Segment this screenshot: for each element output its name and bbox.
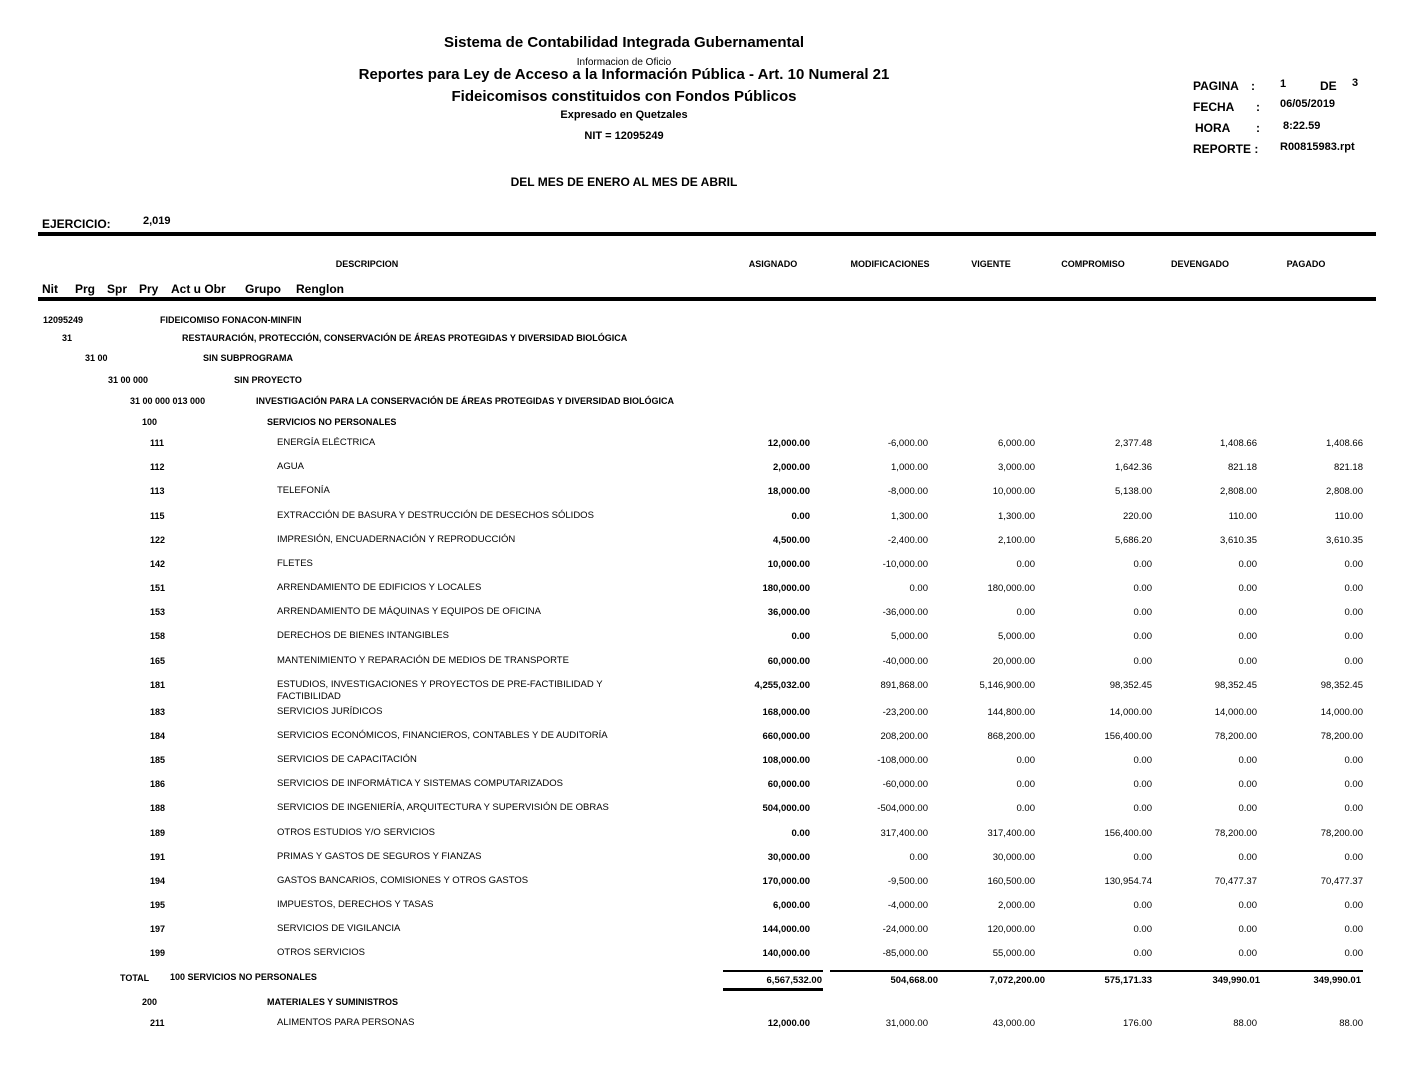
row-pagado: 0.00: [1344, 779, 1363, 790]
hora-value: 8:22.59: [1283, 120, 1321, 132]
row-desc: SERVICIOS DE INFORMÁTICA Y SISTEMAS COMPUTARIZADOS: [277, 778, 563, 789]
row-asignado: 4,255,032.00: [754, 680, 810, 691]
row-devengado: 0.00: [1238, 583, 1257, 594]
total-compromiso: 575,171.33: [1104, 975, 1152, 986]
row-devengado: 98,352.45: [1214, 680, 1257, 691]
row-modificaciones: 1,300.00: [891, 511, 928, 522]
grupo-name: SERVICIOS NO PERSONALES: [267, 417, 397, 427]
row-asignado: 140,000.00: [762, 948, 810, 959]
row-modificaciones: 31,000.00: [885, 1018, 928, 1029]
row-asignado: 36,000.00: [767, 607, 810, 618]
ejercicio-value: 2,019: [143, 215, 171, 227]
row-devengado: 0.00: [1238, 852, 1257, 863]
row-vigente: 5,000.00: [998, 631, 1035, 642]
key-act-obr: Act u Obr: [171, 282, 226, 296]
row-modificaciones: -24,000.00: [882, 924, 928, 935]
row-compromiso: 0.00: [1133, 631, 1152, 642]
row-modificaciones: -10,000.00: [882, 559, 928, 570]
row-devengado: 1,408.66: [1220, 438, 1257, 449]
row-modificaciones: 0.00: [909, 852, 928, 863]
row-asignado: 108,000.00: [762, 755, 810, 766]
row-devengado: 78,200.00: [1214, 731, 1257, 742]
subtitle-small: Informacion de Oficio: [576, 57, 672, 68]
key-grupo: Grupo: [245, 282, 281, 296]
row-desc: SERVICIOS DE VIGILANCIA: [277, 923, 401, 934]
row-compromiso: 130,954.74: [1104, 876, 1152, 887]
row-modificaciones: 891,868.00: [880, 680, 928, 691]
row-asignado: 0.00: [791, 511, 810, 522]
row-desc: ARRENDAMIENTO DE MÁQUINAS Y EQUIPOS DE OFICINA: [277, 606, 541, 617]
row-code: 211: [150, 1018, 165, 1028]
system-title: Sistema de Contabilidad Integrada Gubernamental: [443, 34, 805, 51]
spr-code: 31 00: [85, 353, 108, 363]
row-compromiso: 220.00: [1122, 511, 1152, 522]
row-code: 112: [150, 462, 165, 472]
row-pagado: 88.00: [1339, 1018, 1363, 1029]
row-desc: MANTENIMIENTO Y REPARACIÓN DE MEDIOS DE TRANSPORTE: [277, 655, 569, 666]
row-code: 184: [150, 731, 166, 741]
row-desc: DERECHOS DE BIENES INTANGIBLES: [277, 630, 449, 641]
row-devengado: 2,808.00: [1220, 486, 1257, 497]
row-pagado: 0.00: [1344, 656, 1363, 667]
row-vigente: 10,000.00: [992, 486, 1035, 497]
row-desc: FLETES: [277, 558, 313, 569]
period-label: DEL MES DE ENERO AL MES DE ABRIL: [510, 175, 738, 189]
row-compromiso: 2,377.48: [1115, 438, 1152, 449]
row-asignado: 60,000.00: [767, 656, 810, 667]
row-devengado: 0.00: [1238, 900, 1257, 911]
row-pagado: 0.00: [1344, 559, 1363, 570]
act-name: INVESTIGACIÓN PARA LA CONSERVACIÓN DE ÁREAS PROTEGIDAS Y DIVERSIDAD BIOLÓGICA: [256, 396, 675, 406]
row-vigente: 43,000.00: [992, 1018, 1035, 1029]
row-desc: GASTOS BANCARIOS, COMISIONES Y OTROS GASTOS: [277, 875, 529, 886]
row-vigente: 20,000.00: [992, 656, 1035, 667]
row-pagado: 110.00: [1334, 511, 1363, 522]
row-modificaciones: -6,000.00: [887, 438, 928, 449]
total-pagado: 349,990.01: [1313, 975, 1361, 986]
row-devengado: 78,200.00: [1214, 828, 1257, 839]
row-modificaciones: -60,000.00: [882, 779, 928, 790]
row-code: 188: [150, 803, 166, 813]
row-devengado: 70,477.37: [1214, 876, 1257, 887]
prg-code: 31: [62, 333, 73, 343]
row-compromiso: 0.00: [1133, 583, 1152, 594]
row-pagado: 0.00: [1344, 948, 1363, 959]
row-vigente: 144,800.00: [987, 707, 1035, 718]
row-compromiso: 176.00: [1122, 1018, 1152, 1029]
row-pagado: 0.00: [1344, 924, 1363, 935]
row-modificaciones: 208,200.00: [880, 731, 928, 742]
col-devengado: DEVENGADO: [1170, 259, 1229, 269]
row-modificaciones: -2,400.00: [887, 535, 928, 546]
row-asignado: 504,000.00: [762, 803, 810, 814]
row-code: 199: [150, 948, 166, 958]
grupo-code: 100: [142, 417, 158, 427]
row-desc: AGUA: [277, 461, 304, 472]
row-modificaciones: -36,000.00: [882, 607, 928, 618]
row-vigente: 5,146,900.00: [979, 680, 1035, 691]
row-devengado: 110.00: [1228, 511, 1257, 522]
row-asignado: 30,000.00: [767, 852, 810, 863]
row-devengado: 0.00: [1238, 924, 1257, 935]
row-code: 115: [150, 511, 165, 521]
row-vigente: 120,000.00: [987, 924, 1035, 935]
row-vigente: 6,000.00: [998, 438, 1035, 449]
row-asignado: 2,000.00: [773, 462, 810, 473]
row-pagado: 14,000.00: [1320, 707, 1363, 718]
row-desc: OTROS SERVICIOS: [277, 947, 365, 958]
pagina-colon: :: [1251, 79, 1255, 93]
nit-name: FIDEICOMISO FONACON-MINFIN: [160, 315, 302, 325]
row-desc: OTROS ESTUDIOS Y/O SERVICIOS: [277, 827, 436, 838]
row-desc: SERVICIOS JURÍDICOS: [277, 706, 383, 717]
row-asignado: 0.00: [791, 631, 810, 642]
col-asignado: ASIGNADO: [748, 259, 798, 269]
col-descripcion: DESCRIPCION: [335, 259, 399, 269]
row-devengado: 0.00: [1238, 779, 1257, 790]
nit-label: NIT = 12095249: [584, 130, 664, 142]
row-devengado: 0.00: [1238, 631, 1257, 642]
row-compromiso: 0.00: [1133, 755, 1152, 766]
key-spr: Spr: [107, 282, 128, 296]
row-asignado: 660,000.00: [762, 731, 810, 742]
row-devengado: 0.00: [1238, 607, 1257, 618]
row-vigente: 3,000.00: [998, 462, 1035, 473]
row-pagado: 78,200.00: [1320, 731, 1363, 742]
row-devengado: 0.00: [1238, 559, 1257, 570]
row-pagado: 70,477.37: [1320, 876, 1363, 887]
total-line-asignado: [723, 970, 823, 972]
next-grupo-code: 200: [142, 997, 158, 1007]
row-modificaciones: -8,000.00: [887, 486, 928, 497]
row-modificaciones: -23,200.00: [882, 707, 928, 718]
row-vigente: 868,200.00: [987, 731, 1035, 742]
report-subtitle: Fideicomisos constituidos con Fondos Públicos: [451, 88, 797, 105]
row-asignado: 6,000.00: [773, 900, 810, 911]
row-compromiso: 14,000.00: [1109, 707, 1152, 718]
row-code: 189: [150, 828, 166, 838]
row-code: 194: [150, 876, 166, 886]
row-vigente: 160,500.00: [987, 876, 1035, 887]
total-vigente: 7,072,200.00: [989, 975, 1045, 986]
divider-top: [38, 232, 1376, 236]
row-code: 185: [150, 755, 166, 765]
row-pagado: 0.00: [1344, 852, 1363, 863]
row-modificaciones: -9,500.00: [887, 876, 928, 887]
row-devengado: 3,610.35: [1220, 535, 1257, 546]
row-vigente: 0.00: [1016, 779, 1035, 790]
row-compromiso: 5,138.00: [1115, 486, 1152, 497]
row-compromiso: 0.00: [1133, 852, 1152, 863]
row-code: 165: [150, 656, 166, 666]
key-prg: Prg: [75, 282, 96, 296]
total-line-pagado: [1263, 970, 1363, 972]
row-desc: SERVICIOS DE CAPACITACIÓN: [277, 754, 417, 765]
col-pagado: PAGADO: [1286, 259, 1326, 269]
row-asignado: 12,000.00: [767, 1018, 810, 1029]
row-code: 122: [150, 535, 166, 545]
next-grupo-name: MATERIALES Y SUMINISTROS: [267, 997, 399, 1007]
act-code: 31 00 000 013 000: [130, 396, 206, 406]
row-pagado: 0.00: [1344, 583, 1363, 594]
row-code: 113: [150, 486, 165, 496]
total-line-mid: [830, 970, 1338, 972]
row-pagado: 0.00: [1344, 607, 1363, 618]
row-desc: ENERGÍA ELÉCTRICA: [277, 437, 376, 448]
row-pagado: 0.00: [1344, 900, 1363, 911]
spr-name: SIN SUBPROGRAMA: [203, 353, 294, 363]
row-asignado: 18,000.00: [767, 486, 810, 497]
pry-name: SIN PROYECTO: [234, 375, 302, 385]
de-value: 3: [1352, 77, 1359, 89]
row-desc: ALIMENTOS PARA PERSONAS: [277, 1017, 415, 1028]
divider-header: [38, 297, 1376, 301]
row-compromiso: 156,400.00: [1104, 828, 1152, 839]
row-desc: EXTRACCIÓN DE BASURA Y DESTRUCCIÓN DE DESECHOS SÓLIDOS: [277, 510, 594, 521]
total-line-devengado: [1155, 970, 1255, 972]
row-modificaciones: -85,000.00: [882, 948, 928, 959]
row-modificaciones: 5,000.00: [891, 631, 928, 642]
row-compromiso: 0.00: [1133, 656, 1152, 667]
row-code: 186: [150, 779, 166, 789]
row-modificaciones: 1,000.00: [891, 462, 928, 473]
row-vigente: 55,000.00: [992, 948, 1035, 959]
fecha-value: 06/05/2019: [1280, 98, 1336, 110]
row-devengado: 0.00: [1238, 948, 1257, 959]
hora-label: HORA: [1195, 121, 1231, 135]
pry-code: 31 00 000: [108, 375, 149, 385]
row-asignado: 12,000.00: [767, 438, 810, 449]
currency-note: Expresado en Quetzales: [560, 109, 688, 121]
row-vigente: 0.00: [1016, 803, 1035, 814]
row-desc: IMPUESTOS, DERECHOS Y TASAS: [277, 899, 434, 910]
row-desc: SERVICIOS DE INGENIERÍA, ARQUITECTURA Y SUPERVISIÓN DE OBRAS: [277, 802, 609, 813]
row-devengado: 88.00: [1233, 1018, 1257, 1029]
row-pagado: 0.00: [1344, 631, 1363, 642]
key-pry: Pry: [139, 282, 159, 296]
row-asignado: 168,000.00: [762, 707, 810, 718]
total-modificaciones: 504,668.00: [890, 975, 938, 986]
row-vigente: 0.00: [1016, 755, 1035, 766]
row-asignado: 144,000.00: [762, 924, 810, 935]
row-compromiso: 156,400.00: [1104, 731, 1152, 742]
report-title: Reportes para Ley de Acceso a la Información Pública - Art. 10 Numeral 21: [358, 66, 890, 83]
total-asignado: 6,567,532.00: [766, 975, 822, 986]
row-compromiso: 0.00: [1133, 779, 1152, 790]
reporte-value: R00815983.rpt: [1280, 141, 1355, 153]
total-double-underline: [723, 988, 823, 991]
row-vigente: 180,000.00: [987, 583, 1035, 594]
row-code: 142: [150, 559, 166, 569]
reporte-label: REPORTE :: [1193, 142, 1259, 156]
row-modificaciones: -4,000.00: [887, 900, 928, 911]
key-renglon: Renglon: [296, 282, 344, 296]
row-vigente: 0.00: [1016, 607, 1035, 618]
row-modificaciones: -40,000.00: [882, 656, 928, 667]
row-modificaciones: -504,000.00: [877, 803, 928, 814]
col-vigente: VIGENTE: [971, 259, 1011, 269]
col-compromiso: COMPROMISO: [1061, 259, 1125, 269]
fecha-colon: :: [1256, 100, 1260, 114]
row-pagado: 1,408.66: [1326, 438, 1363, 449]
row-code: 191: [150, 852, 166, 862]
row-devengado: 0.00: [1238, 803, 1257, 814]
row-devengado: 0.00: [1238, 755, 1257, 766]
row-modificaciones: 317,400.00: [880, 828, 928, 839]
row-pagado: 3,610.35: [1326, 535, 1363, 546]
row-devengado: 14,000.00: [1214, 707, 1257, 718]
row-asignado: 0.00: [791, 828, 810, 839]
total-group: 100 SERVICIOS NO PERSONALES: [170, 972, 317, 982]
row-vigente: 30,000.00: [992, 852, 1035, 863]
row-pagado: 2,808.00: [1326, 486, 1363, 497]
pagina-value: 1: [1280, 78, 1287, 90]
row-vigente: 0.00: [1016, 559, 1035, 570]
row-asignado: 60,000.00: [767, 779, 810, 790]
row-vigente: 2,100.00: [998, 535, 1035, 546]
row-desc: ESTUDIOS, INVESTIGACIONES Y PROYECTOS DE PRE-FACTIBILIDAD Y FACTIBILIDAD: [277, 679, 603, 702]
ejercicio-label: EJERCICIO:: [42, 217, 111, 231]
row-vigente: 1,300.00: [998, 511, 1035, 522]
hora-colon: :: [1256, 121, 1260, 135]
row-devengado: 0.00: [1238, 656, 1257, 667]
row-code: 181: [150, 680, 166, 690]
row-code: 197: [150, 924, 166, 934]
row-desc: PRIMAS Y GASTOS DE SEGUROS Y FIANZAS: [277, 851, 482, 862]
row-compromiso: 0.00: [1133, 607, 1152, 618]
row-desc: SERVICIOS ECONÓMICOS, FINANCIEROS, CONTABLES Y DE AUDITORÍA: [277, 730, 608, 741]
row-vigente: 2,000.00: [998, 900, 1035, 911]
de-label: DE: [1320, 79, 1337, 93]
row-vigente: 317,400.00: [987, 828, 1035, 839]
row-pagado: 98,352.45: [1320, 680, 1363, 691]
row-compromiso: 0.00: [1133, 948, 1152, 959]
row-compromiso: 0.00: [1133, 900, 1152, 911]
row-asignado: 180,000.00: [762, 583, 810, 594]
prg-name: RESTAURACIÓN, PROTECCIÓN, CONSERVACIÓN DE ÁREAS PROTEGIDAS Y DIVERSIDAD BIOLÓGICA: [182, 333, 628, 343]
row-asignado: 170,000.00: [762, 876, 810, 887]
row-compromiso: 0.00: [1133, 803, 1152, 814]
row-devengado: 821.18: [1227, 462, 1257, 473]
row-pagado: 78,200.00: [1320, 828, 1363, 839]
row-code: 153: [150, 607, 166, 617]
row-pagado: 0.00: [1344, 803, 1363, 814]
nit-code: 12095249: [43, 315, 84, 325]
row-compromiso: 98,352.45: [1109, 680, 1152, 691]
row-pagado: 0.00: [1344, 755, 1363, 766]
row-modificaciones: 0.00: [909, 583, 928, 594]
col-modificaciones: MODIFICACIONES: [850, 259, 930, 269]
row-pagado: 821.18: [1333, 462, 1363, 473]
row-desc: ARRENDAMIENTO DE EDIFICIOS Y LOCALES: [277, 582, 482, 593]
row-compromiso: 0.00: [1133, 559, 1152, 570]
row-code: 151: [150, 583, 166, 593]
total-devengado: 349,990.01: [1212, 975, 1260, 986]
row-code: 158: [150, 631, 166, 641]
row-compromiso: 1,642.36: [1115, 462, 1152, 473]
row-modificaciones: -108,000.00: [877, 755, 928, 766]
row-code: 111: [150, 438, 165, 448]
row-code: 183: [150, 707, 166, 717]
fecha-label: FECHA: [1193, 100, 1235, 114]
row-desc: TELEFONÍA: [277, 485, 330, 496]
row-compromiso: 5,686.20: [1115, 535, 1152, 546]
row-desc: IMPRESIÓN, ENCUADERNACIÓN Y REPRODUCCIÓN: [277, 534, 516, 545]
row-code: 195: [150, 900, 166, 910]
total-label: TOTAL: [120, 973, 150, 983]
row-asignado: 10,000.00: [767, 559, 810, 570]
row-compromiso: 0.00: [1133, 924, 1152, 935]
pagina-label: PAGINA: [1193, 79, 1239, 93]
row-asignado: 4,500.00: [773, 535, 810, 546]
key-nit: Nit: [42, 282, 58, 296]
